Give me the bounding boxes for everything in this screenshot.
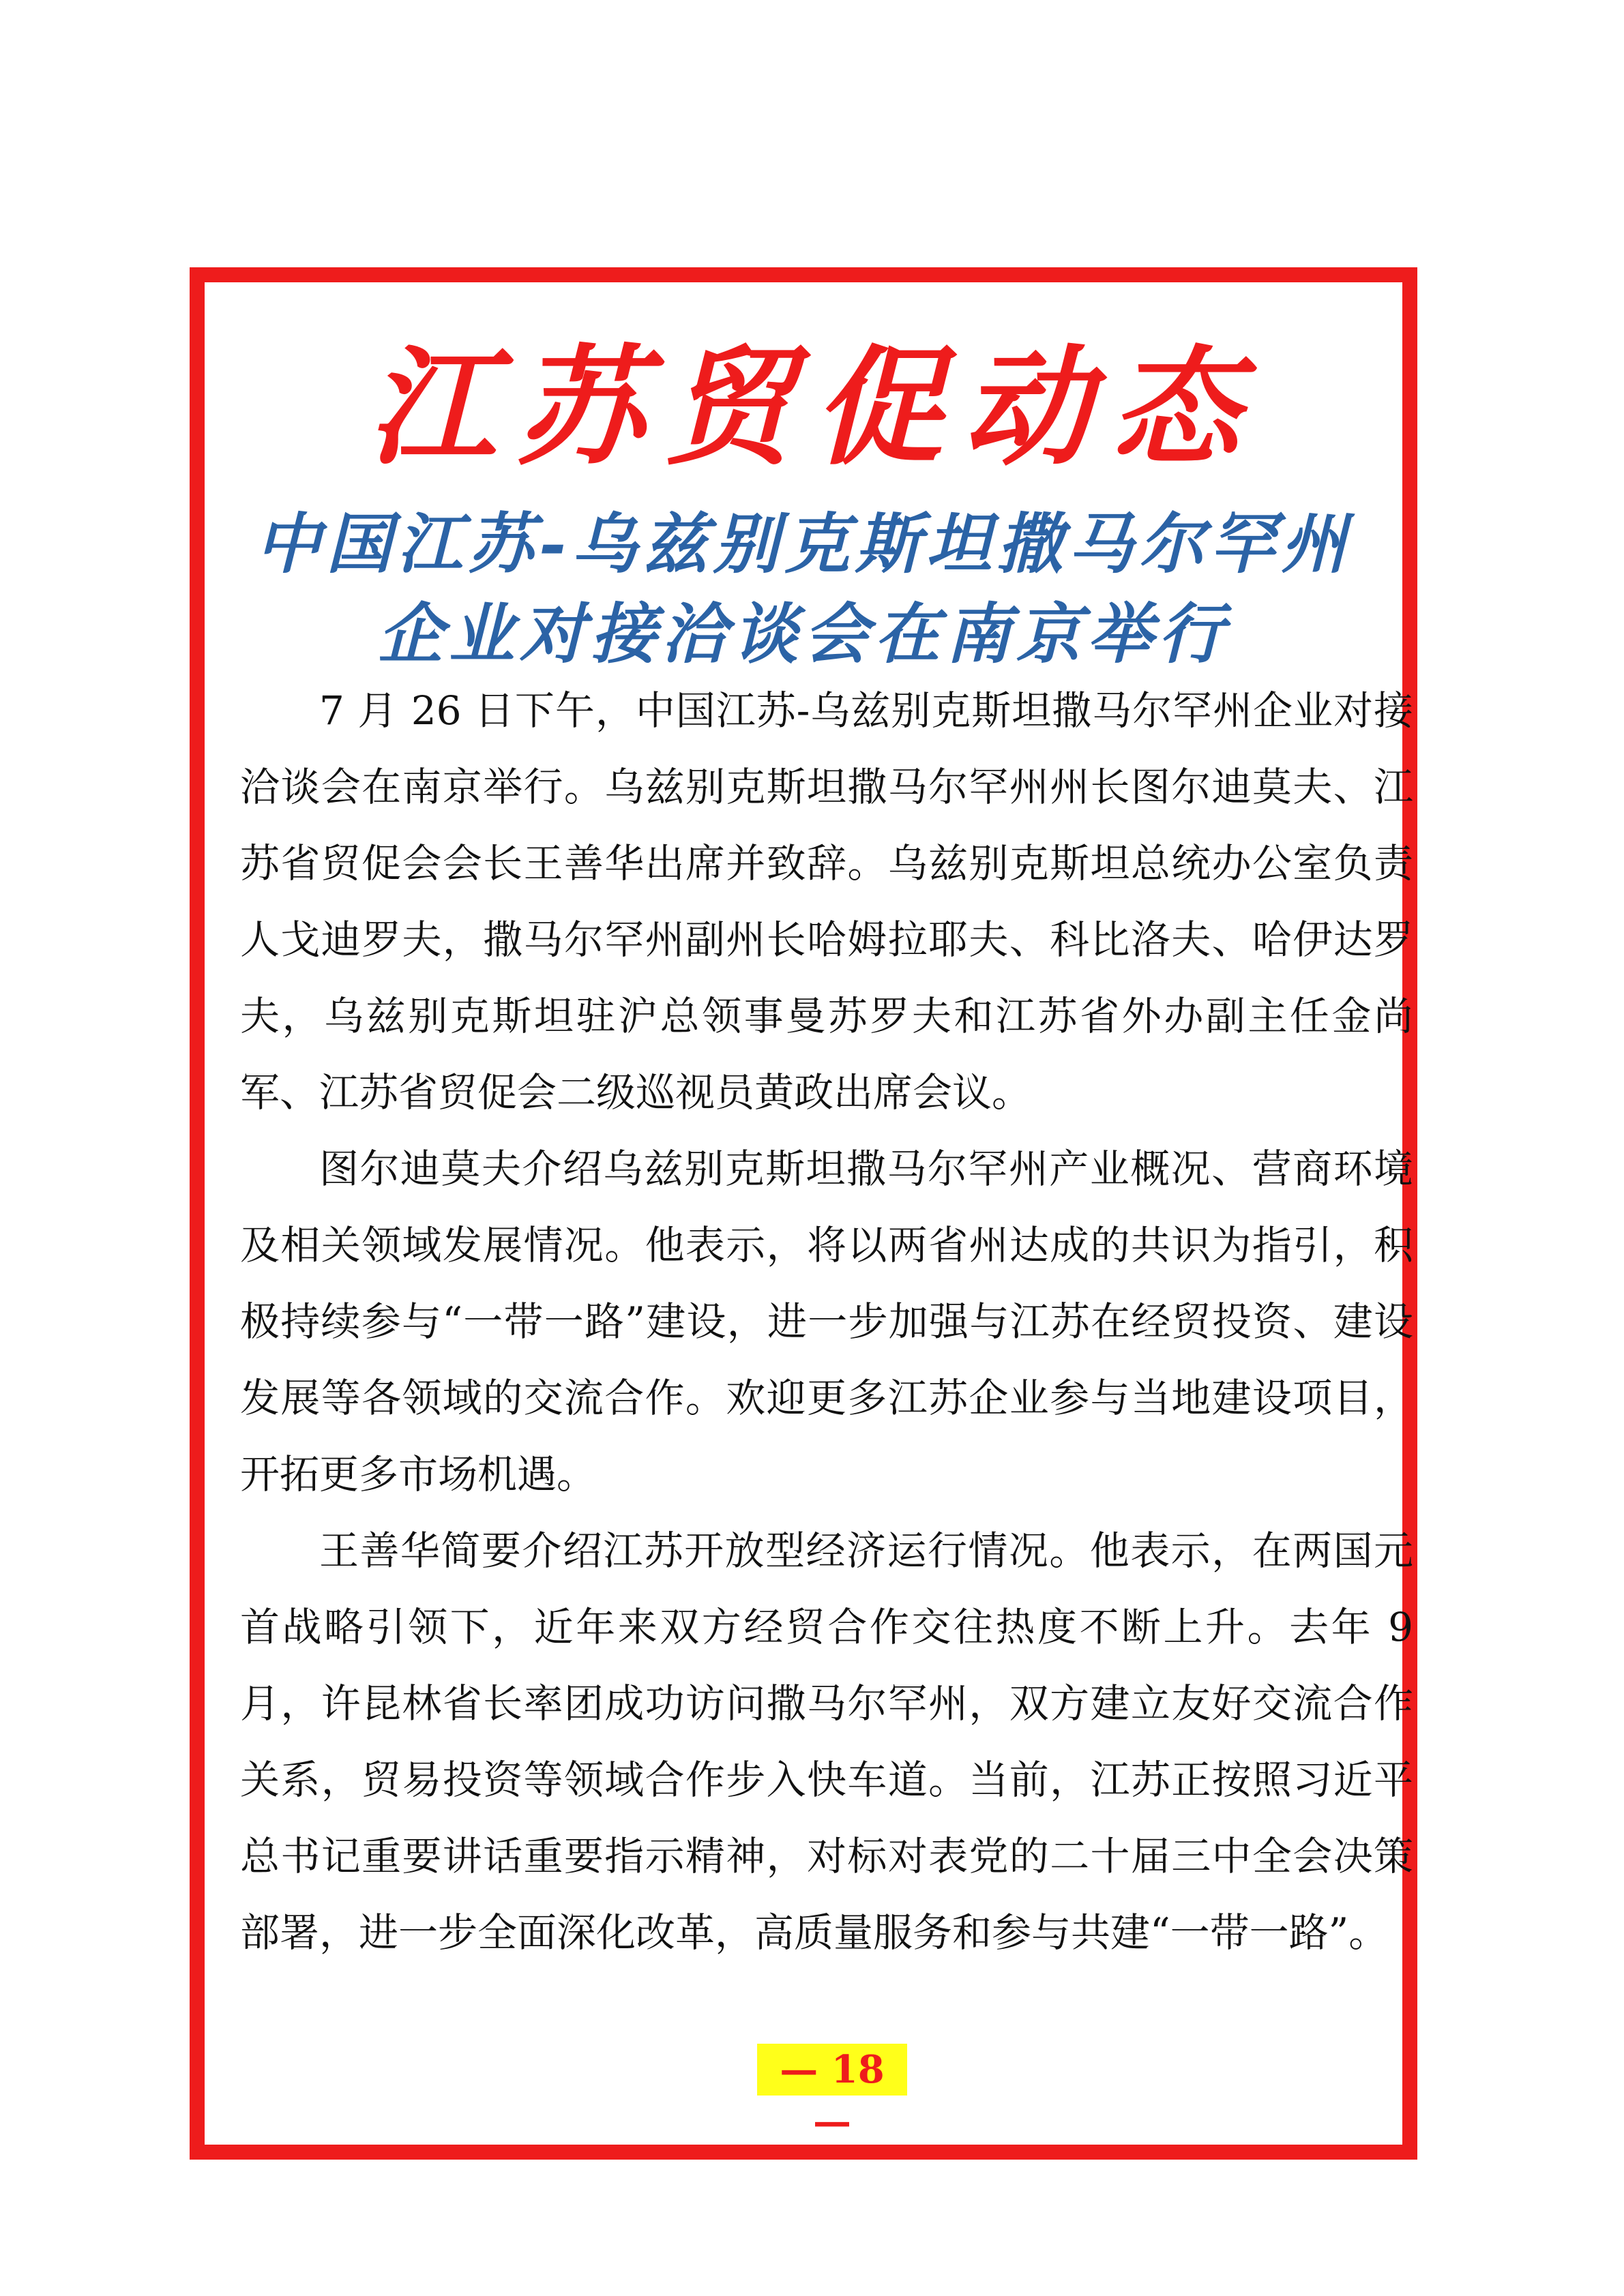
page-number: — 18 — [757, 2044, 907, 2096]
article-body [240, 672, 1413, 1971]
article-headline [205, 499, 1402, 679]
page-frame [190, 267, 1417, 2160]
paragraph-1: 7 月 26 日下午，中国江苏-乌兹别克斯坦撒马尔罕州企业对接洽谈会在南京举行。乌兹别克斯坦撒马尔罕州州长图尔迪莫夫、江苏省贸促会会长王善华出席并致辞。乌兹别克斯坦总统办公室负责人戈迪罗夫，撒马尔罕州副州长哈姆拉耶夫、科比洛夫、哈伊达罗夫，乌兹别克斯坦驻沪总领事曼苏罗夫和江苏省外办副主任金尚军、江苏省贸促会二级巡视员黄政出席会议。 [240, 687, 1413, 1116]
headline-line-1: 中国江苏-乌兹别克斯坦撒马尔罕州 [255, 505, 1352, 582]
paragraph-3: 王善华简要介绍江苏开放型经济运行情况。他表示，在两国元首战略引领下，近年来双方经贸合作交往热度不断上升。去年 9 月，许昆林省长率团成功访问撒马尔罕州，双方建立友好交流合作关系，贸易投资等领域合作步入快车道。当前，江苏正按照习近平总书记重要讲话重要指示精神，对标对表党的二十届三中全会决策部署，进一步全面深化改革，高质量服务和参与共建“一带一路”。 [240, 1527, 1413, 1956]
masthead-title: 江苏贸促动态 [368, 332, 1260, 483]
headline-line-2: 企业对接洽谈会在南京举行 [378, 595, 1229, 672]
paragraph-2: 图尔迪莫夫介绍乌兹别克斯坦撒马尔罕州产业概况、营商环境及相关领域发展情况。他表示，将以两省州达成的共识为指引，积极持续参与“一带一路”建设，进一步加强与江苏在经贸投资、建设发展等各领域的交流合作。欢迎更多江苏企业参与当地建设项目，开拓更多市场机遇。 [240, 1146, 1413, 1497]
